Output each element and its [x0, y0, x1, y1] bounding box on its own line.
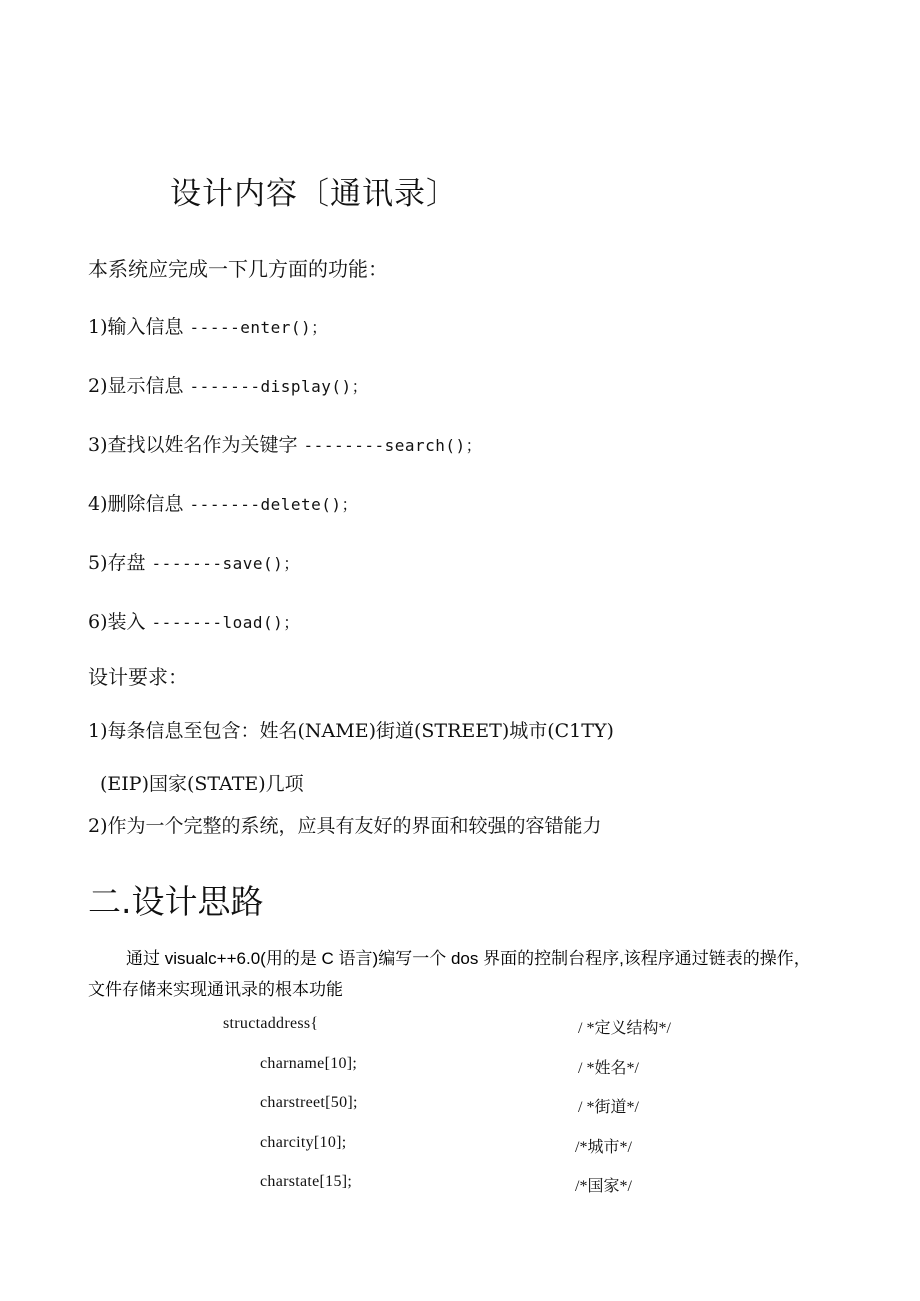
section-heading-design-idea: 二.设计思路 [88, 882, 264, 921]
section-heading-design-content: 设计内容〔通讯录〕 [170, 176, 458, 212]
function-item-load [88, 607, 300, 634]
function-item-save [88, 548, 300, 575]
function-item-display [88, 371, 368, 398]
function-code: -----enter()； [189, 318, 328, 337]
description-line-2: 文件存储来实现通讯录的根本功能 [88, 980, 343, 999]
code-comment: / *定义结构*/ [578, 1020, 671, 1037]
code-comment: /*国家*/ [575, 1178, 632, 1195]
code-comment: / *姓名*/ [578, 1060, 639, 1077]
function-item-enter [88, 312, 328, 339]
description-line-1: 通过 visualc++6.0(用的是 C 语言)编写一个 dos 界面的控制台程序,该程序通过链表的操作， [126, 949, 811, 968]
function-code: --------search()； [303, 436, 483, 455]
function-code: -------save()； [151, 554, 300, 573]
function-label: 6)装入 [88, 611, 152, 633]
code-comment: / *街道*/ [578, 1099, 639, 1116]
requirement-1-line-1: 1)每条信息至包含：姓名(NAME)街道(STREET)城市(C1TY) [88, 720, 614, 742]
function-item-search [88, 430, 482, 457]
code-line: structaddress{ [223, 1015, 319, 1032]
requirement-2: 2)作为一个完整的系统，应具有友好的界面和较强的容错能力 [88, 815, 602, 837]
requirement-1-line-2: (EIP)国家(STATE)几项 [100, 773, 304, 795]
function-label: 5)存盘 [88, 552, 152, 574]
code-line: charcity[10]; [260, 1134, 347, 1151]
function-label: 4)删除信息 [88, 493, 190, 515]
intro-text: 本系统应完成一下几方面的功能： [88, 257, 388, 281]
function-code: -------load()； [151, 613, 300, 632]
function-code: -------delete()； [189, 495, 359, 514]
function-label: 1)输入信息 [88, 316, 190, 338]
function-code: -------display()； [189, 377, 369, 396]
function-label: 2)显示信息 [88, 375, 190, 397]
code-line: charname[10]; [260, 1055, 358, 1072]
code-line: charstreet[50]; [260, 1094, 358, 1111]
code-line: charstate[15]; [260, 1173, 353, 1190]
requirements-title: 设计要求： [88, 665, 188, 689]
code-comment: /*城市*/ [575, 1139, 632, 1156]
function-item-delete [88, 489, 358, 516]
function-label: 3)查找以姓名作为关键字 [88, 434, 304, 456]
